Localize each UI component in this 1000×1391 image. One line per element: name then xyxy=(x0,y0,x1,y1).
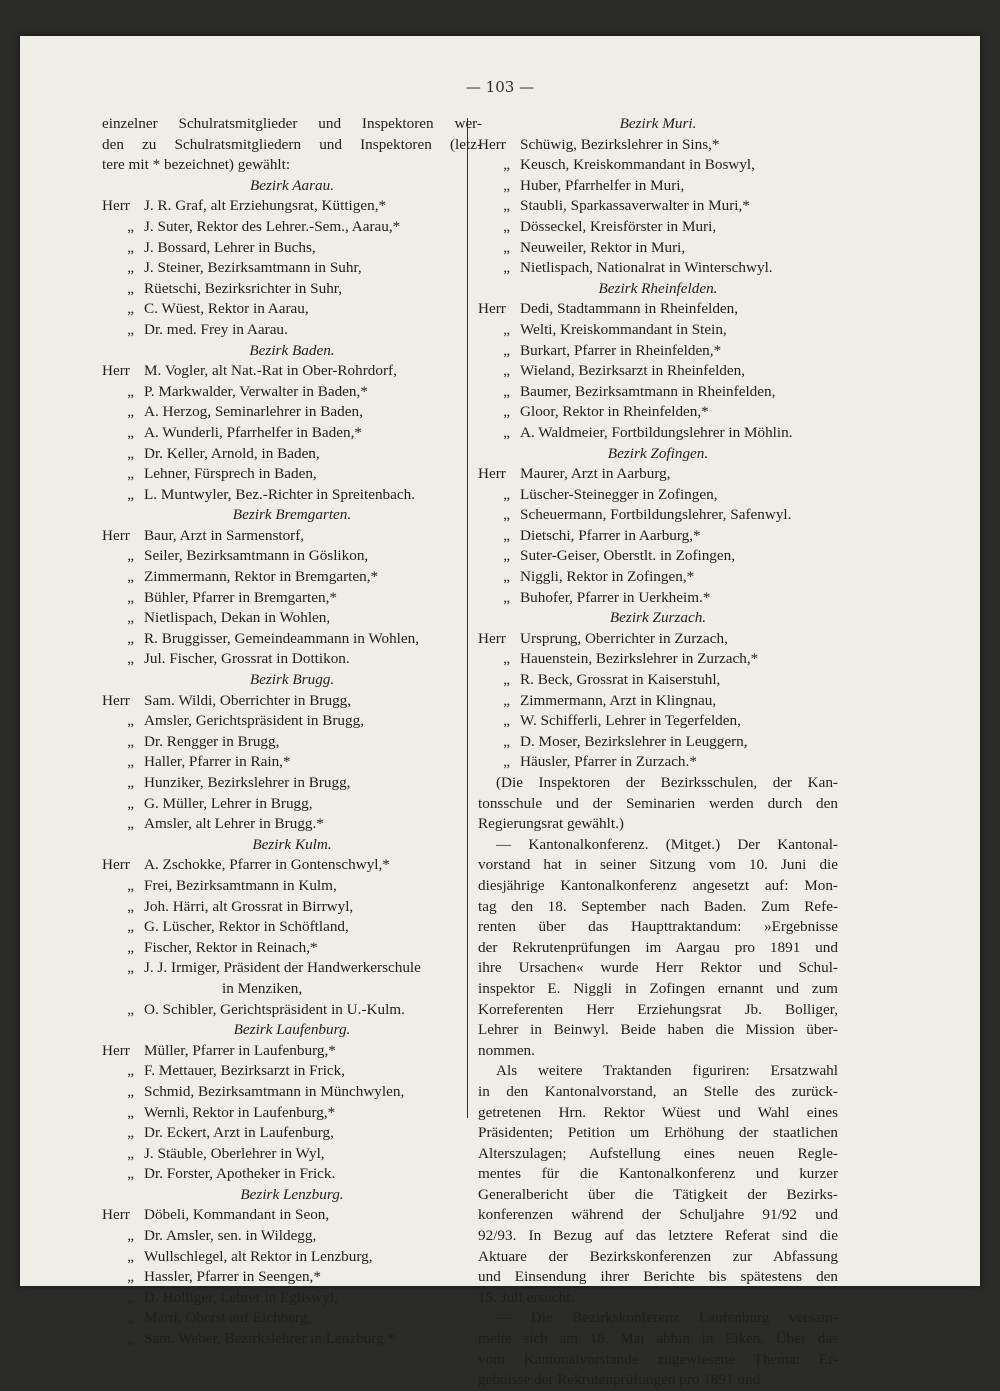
entry-prefix: „ xyxy=(127,1309,134,1327)
entry-prefix: „ xyxy=(127,588,134,606)
member-entry xyxy=(102,1267,482,1288)
entry-text: Nietlispach, Nationalrat in Winterschwyl. xyxy=(520,259,773,277)
entry-prefix: „ xyxy=(127,815,134,833)
member-entry xyxy=(102,1144,482,1165)
paragraph-line: getretenen Hrn. Rektor Wüest und Wahl eines xyxy=(478,1103,838,1121)
paragraph-line: — Kantonalkonferenz. (Mitget.) Der Kantonal- xyxy=(496,835,838,853)
member-entry xyxy=(102,958,482,979)
entry-text: A. Zschokke, Pfarrer in Gontenschwyl,* xyxy=(144,856,390,874)
paragraph-line: melte sich am 18. Mai abhin in Eiken. Über das xyxy=(478,1330,838,1348)
right-column xyxy=(478,114,838,1391)
entry-text: Müller, Pfarrer in Laufenburg,* xyxy=(144,1041,336,1059)
paragraph-line: Alterszulagen; Aufstellung eines neuen Regle- xyxy=(478,1144,838,1162)
page-number: — 103 — xyxy=(465,78,535,96)
member-entry xyxy=(102,814,482,835)
entry-text: L. Muntwyler, Bez.-Richter in Spreitenbach. xyxy=(144,485,416,503)
entry-prefix: „ xyxy=(503,588,510,606)
member-entry xyxy=(478,711,838,732)
entry-prefix: Herr xyxy=(478,135,506,153)
entry-text: Lüscher-Steinegger in Zofingen, xyxy=(520,485,718,503)
paragraph-line: Präsidenten; Petition um Erhöhung der staatlichen xyxy=(478,1124,838,1142)
member-entry xyxy=(102,1041,482,1062)
entry-prefix: „ xyxy=(503,753,510,771)
entry-prefix: „ xyxy=(127,320,134,338)
entry-text: Marti, Oberst auf Eichberg, xyxy=(144,1309,312,1327)
entry-text: Keusch, Kreiskommandant in Boswyl, xyxy=(520,156,755,174)
paragraph-line: den zu Schulratsmitgliedern und Inspektoren (letz- xyxy=(102,135,482,153)
paragraph-line: vom Kantonalvorstande zugewiesene Thema: Er- xyxy=(478,1350,838,1368)
entry-text: Hassler, Pfarrer in Seengen,* xyxy=(144,1268,321,1286)
member-entry xyxy=(102,464,482,485)
paragraph-line: (Die Inspektoren der Bezirksschulen, der Kan- xyxy=(496,774,838,791)
entry-text: Dösseckel, Kreisförster in Muri, xyxy=(520,217,717,235)
entry-prefix: „ xyxy=(503,506,510,524)
entry-text: Joh. Härri, alt Grossrat in Birrwyl, xyxy=(144,897,354,915)
member-entry xyxy=(102,876,482,897)
member-entry xyxy=(102,567,482,588)
member-entry xyxy=(102,1247,482,1268)
member-entry xyxy=(102,711,482,732)
entry-text: Schmid, Bezirksamtmann in Münchwylen, xyxy=(144,1082,405,1100)
member-entry xyxy=(102,526,482,547)
entry-text: Bühler, Pfarrer in Bremgarten,* xyxy=(144,588,337,606)
entry-prefix: „ xyxy=(127,1062,134,1080)
entry-prefix: „ xyxy=(127,547,134,565)
member-entry xyxy=(478,526,838,547)
member-entry xyxy=(102,1164,482,1185)
entry-prefix: „ xyxy=(503,650,510,668)
entry-text: A. Herzog, Seminarlehrer in Baden, xyxy=(144,403,363,421)
district-heading: Bezirk Laufenburg. xyxy=(233,1021,351,1039)
entry-text: D. Moser, Bezirkslehrer in Leuggern, xyxy=(520,732,748,750)
paragraph-line: Regierungsrat gewählt.) xyxy=(478,815,624,833)
member-entry xyxy=(102,897,482,918)
member-entry xyxy=(102,258,482,279)
member-entry xyxy=(102,1288,482,1309)
member-entry xyxy=(102,485,482,506)
member-entry xyxy=(102,588,482,609)
entry-text: Fischer, Rektor in Reinach,* xyxy=(144,938,318,956)
entry-prefix: „ xyxy=(127,794,134,812)
member-entry xyxy=(102,1103,482,1124)
entry-text: Staubli, Sparkassaverwalter in Muri,* xyxy=(520,197,750,215)
member-entry xyxy=(102,732,482,753)
entry-prefix: „ xyxy=(127,259,134,277)
paragraph-line: ihre Ursachen« wurde Herr Rektor und Schul- xyxy=(478,959,838,977)
district-heading: Bezirk Zofingen. xyxy=(607,444,709,462)
left-column xyxy=(102,114,482,1350)
member-entry xyxy=(478,176,838,197)
district-heading: Bezirk Rheinfelden. xyxy=(598,279,718,297)
entry-text: A. Wunderli, Pfarrhelfer in Baden,* xyxy=(144,423,362,441)
paragraph-line: nommen. xyxy=(478,1041,535,1059)
entry-prefix: „ xyxy=(127,465,134,483)
entry-prefix: „ xyxy=(127,1144,134,1162)
member-entry xyxy=(478,752,838,773)
entry-text: Sam. Wildi, Oberrichter in Brugg, xyxy=(144,691,352,709)
paragraph-line: Lehrer in Beinwyl. Beide haben die Mission über- xyxy=(478,1021,838,1039)
entry-text: F. Mettauer, Bezirksarzt in Frick, xyxy=(144,1062,346,1080)
member-entry xyxy=(102,546,482,567)
entry-text: Hauenstein, Bezirkslehrer in Zurzach,* xyxy=(520,650,759,668)
paragraph xyxy=(478,1061,838,1308)
member-entry xyxy=(478,649,838,670)
entry-text: Nietlispach, Dekan in Wohlen, xyxy=(144,609,331,627)
member-entry xyxy=(478,382,838,403)
paragraph-line: inspektor E. Niggli in Zofingen ernannt und zum xyxy=(478,979,838,997)
entry-text: Schüwig, Bezirkslehrer in Sins,* xyxy=(520,135,720,153)
entry-prefix: „ xyxy=(503,671,510,689)
entry-prefix: „ xyxy=(127,1082,134,1100)
member-entry xyxy=(102,855,482,876)
entry-prefix: „ xyxy=(127,444,134,462)
entry-text: J. Steiner, Bezirksamtmann in Suhr, xyxy=(144,259,362,277)
member-entry xyxy=(478,217,838,238)
member-entry xyxy=(102,629,482,650)
member-entry xyxy=(478,567,838,588)
member-entry xyxy=(478,732,838,753)
entry-prefix: Herr xyxy=(102,691,130,709)
entry-prefix: Herr xyxy=(478,629,506,647)
paragraph-line: — Die Bezirkskonferenz Laufenburg versam- xyxy=(496,1309,838,1327)
entry-text: Döbeli, Kommandant in Seon, xyxy=(144,1206,330,1224)
entry-text: Zimmermann, Rektor in Bremgarten,* xyxy=(144,568,379,586)
entry-prefix: „ xyxy=(503,320,510,338)
entry-text: J. J. Irmiger, Präsident der Handwerkerschule xyxy=(144,959,421,977)
entry-prefix: Herr xyxy=(102,362,130,380)
entry-text: Wernli, Rektor in Laufenburg,* xyxy=(144,1103,336,1121)
entry-text: Dr. Amsler, sen. in Wildegg, xyxy=(144,1227,317,1245)
entry-prefix: „ xyxy=(503,568,510,586)
entry-text: Wullschlegel, alt Rektor in Lenzburg, xyxy=(144,1247,373,1265)
member-entry xyxy=(478,670,838,691)
member-entry xyxy=(102,1123,482,1144)
entry-text: Welti, Kreiskommandant in Stein, xyxy=(520,320,727,338)
entry-prefix: „ xyxy=(127,1165,134,1183)
member-entry xyxy=(478,464,838,485)
entry-prefix: „ xyxy=(127,300,134,318)
entry-prefix: „ xyxy=(503,712,510,730)
member-entry xyxy=(478,155,838,176)
paragraph-line: einzelner Schulratsmitglieder und Inspektoren wer- xyxy=(102,115,482,132)
entry-prefix: „ xyxy=(127,1227,134,1245)
entry-prefix: „ xyxy=(127,485,134,503)
entry-prefix: „ xyxy=(127,1124,134,1142)
member-entry xyxy=(102,1205,482,1226)
member-entry xyxy=(102,361,482,382)
paragraph-line: konferenzen während der Schuljahre 91/92 und xyxy=(478,1206,838,1224)
district-heading: Bezirk Brugg. xyxy=(249,671,335,689)
member-entry xyxy=(478,423,838,444)
entry-prefix: Herr xyxy=(478,300,506,318)
member-entry xyxy=(102,917,482,938)
paragraph-line: 15. Juli ersucht. xyxy=(478,1288,575,1306)
member-entry xyxy=(478,341,838,362)
entry-text: Scheuermann, Fortbildungslehrer, Safenwyl. xyxy=(520,506,792,524)
entry-text: Dr. Forster, Apotheker in Frick. xyxy=(144,1165,336,1183)
district-heading: Bezirk Aarau. xyxy=(249,176,335,194)
entry-text: J. R. Graf, alt Erziehungsrat, Küttigen,* xyxy=(144,197,387,215)
member-entry xyxy=(478,629,838,650)
paragraph-line: in den Kantonalvorstand, an Stelle des zurück- xyxy=(478,1082,838,1100)
entry-prefix: „ xyxy=(503,485,510,503)
entry-text: Jul. Fischer, Grossrat in Dottikon. xyxy=(144,650,350,668)
member-entry xyxy=(102,444,482,465)
entry-prefix: „ xyxy=(127,1103,134,1121)
district-heading: Bezirk Muri. xyxy=(619,115,697,132)
member-entry xyxy=(478,320,838,341)
entry-prefix: „ xyxy=(503,259,510,277)
entry-text: Suter-Geiser, Oberstlt. in Zofingen, xyxy=(520,547,736,565)
entry-text: Baumer, Bezirksamtmann in Rheinfelden, xyxy=(520,382,776,400)
member-entry xyxy=(478,135,838,156)
paragraph-line: Korreferenten Herr Erziehungsrat Jb. Bolliger, xyxy=(478,1000,838,1018)
entry-prefix: „ xyxy=(127,918,134,936)
entry-prefix: „ xyxy=(127,897,134,915)
entry-prefix: Herr xyxy=(102,526,130,544)
paragraph xyxy=(478,835,838,1062)
district-heading: Bezirk Lenzburg. xyxy=(240,1185,344,1203)
paragraph xyxy=(478,1308,838,1390)
entry-prefix: „ xyxy=(503,176,510,194)
paragraph-line: 92/93. In Bezug auf das letztere Referat sind die xyxy=(478,1227,838,1245)
entry-prefix: „ xyxy=(503,732,510,750)
entry-text: M. Vogler, alt Nat.-Rat in Ober-Rohrdorf, xyxy=(144,362,397,380)
entry-text: J. Bossard, Lehrer in Buchs, xyxy=(144,238,316,256)
paragraph xyxy=(102,114,482,176)
entry-prefix: „ xyxy=(127,403,134,421)
entry-text: Sam. Weber, Bezirkslehrer in Lenzburg.* xyxy=(144,1330,396,1348)
entry-text: Niggli, Rektor in Zofingen,* xyxy=(520,568,695,586)
member-entry xyxy=(102,1329,482,1350)
entry-text: Maurer, Arzt in Aarburg, xyxy=(520,465,671,483)
entry-text: Dr. Eckert, Arzt in Laufenburg, xyxy=(144,1124,334,1142)
entry-text: P. Markwalder, Verwalter in Baden,* xyxy=(144,382,368,400)
entry-prefix: „ xyxy=(127,382,134,400)
member-entry xyxy=(478,258,838,279)
paragraph-line: und Einsendung ihrer Berichte bis spätestens den xyxy=(478,1268,838,1286)
member-entry xyxy=(478,588,838,609)
entry-prefix: „ xyxy=(503,238,510,256)
entry-prefix: „ xyxy=(127,217,134,235)
entry-text: C. Wüest, Rektor in Aarau, xyxy=(144,300,309,318)
paragraph-line: Generalbericht über die Tätigkeit der Bezirks- xyxy=(478,1185,838,1203)
member-entry xyxy=(478,546,838,567)
member-entry xyxy=(102,773,482,794)
member-entry xyxy=(102,1226,482,1247)
entry-prefix: „ xyxy=(127,423,134,441)
entry-prefix: „ xyxy=(127,1288,134,1306)
paragraph-line: tag den 18. September nach Baden. Zum Refe- xyxy=(478,897,838,915)
paragraph xyxy=(478,773,838,835)
entry-text: Rüetschi, Bezirksrichter in Suhr, xyxy=(144,279,343,297)
paragraph-line: diesjährige Kantonalkonferenz angesetzt auf: Mon- xyxy=(478,876,838,894)
entry-prefix: „ xyxy=(503,691,510,709)
entry-prefix: „ xyxy=(127,1000,134,1018)
entry-text: Amsler, alt Lehrer in Brugg.* xyxy=(144,815,324,833)
paragraph-line: vorstand hat in seiner Sitzung vom 10. Juni die xyxy=(478,856,838,874)
entry-prefix: „ xyxy=(127,938,134,956)
member-entry xyxy=(102,196,482,217)
entry-text: Baur, Arzt in Sarmenstorf, xyxy=(144,526,305,544)
entry-prefix: „ xyxy=(503,156,510,174)
entry-text: J. Suter, Rektor des Lehrer.-Sem., Aarau,* xyxy=(144,217,401,235)
member-entry xyxy=(478,505,838,526)
entry-prefix: Herr xyxy=(102,1206,130,1224)
entry-prefix: „ xyxy=(503,526,510,544)
member-entry xyxy=(102,402,482,423)
entry-text: Lehner, Fürsprech in Baden, xyxy=(144,465,317,483)
entry-prefix: „ xyxy=(127,753,134,771)
entry-prefix: „ xyxy=(127,732,134,750)
entry-text: Dr. Keller, Arnold, in Baden, xyxy=(144,444,320,462)
member-entry xyxy=(478,238,838,259)
paragraph-line: tere mit * bezeichnet) gewählt: xyxy=(102,156,291,174)
entry-prefix: „ xyxy=(503,362,510,380)
entry-prefix: „ xyxy=(127,629,134,647)
member-entry xyxy=(478,196,838,217)
entry-prefix: „ xyxy=(127,1268,134,1286)
entry-prefix: „ xyxy=(503,197,510,215)
entry-text: R. Beck, Grossrat in Kaiserstuhl, xyxy=(520,671,721,689)
member-entry xyxy=(102,299,482,320)
member-entry xyxy=(478,402,838,423)
entry-prefix: „ xyxy=(503,547,510,565)
member-entry xyxy=(102,320,482,341)
member-entry xyxy=(102,1000,482,1021)
member-entry xyxy=(102,382,482,403)
paragraph-line: der Rekrutenprüfungen im Aargau pro 1891 und xyxy=(478,938,838,956)
entry-continuation: in Menziken, xyxy=(222,979,303,997)
entry-prefix: „ xyxy=(127,568,134,586)
entry-prefix: „ xyxy=(127,1247,134,1265)
entry-text: Zimmermann, Arzt in Klingnau, xyxy=(520,691,717,709)
entry-text: O. Schibler, Gerichtspräsident in U.-Kulm. xyxy=(144,1000,405,1018)
paragraph-line: renten über das Haupttraktandum: »Ergebnisse xyxy=(478,918,838,936)
member-entry xyxy=(478,691,838,712)
entry-text: Burkart, Pfarrer in Rheinfelden,* xyxy=(520,341,722,359)
entry-text: Dietschi, Pfarrer in Aarburg,* xyxy=(520,526,701,544)
entry-prefix: „ xyxy=(127,650,134,668)
entry-prefix: „ xyxy=(127,959,134,977)
member-entry xyxy=(102,649,482,670)
paragraph-line: Als weitere Traktanden figuriren: Ersatzwahl xyxy=(496,1062,838,1080)
entry-text: W. Schifferli, Lehrer in Tegerfelden, xyxy=(520,712,741,730)
paragraph-line: gebnisse der Rekrutenprüfungen pro 1891 und xyxy=(478,1371,761,1389)
member-entry xyxy=(102,1308,482,1329)
entry-prefix: Herr xyxy=(478,465,506,483)
member-entry xyxy=(102,752,482,773)
entry-text: R. Bruggisser, Gemeindeammann in Wohlen, xyxy=(144,629,420,647)
entry-text: Ursprung, Oberrichter in Zurzach, xyxy=(520,629,728,647)
entry-prefix: „ xyxy=(503,341,510,359)
district-heading: Bezirk Zurzach. xyxy=(609,609,707,627)
entry-text: Huber, Pfarrhelfer in Muri, xyxy=(520,176,685,194)
entry-text: J. Stäuble, Oberlehrer in Wyl, xyxy=(144,1144,325,1162)
member-entry xyxy=(102,1082,482,1103)
entry-text: G. Lüscher, Rektor in Schöftland, xyxy=(144,918,349,936)
paragraph-line: mentes für die Kantonalkonferenz und kurzer xyxy=(478,1165,838,1183)
document-page xyxy=(20,36,980,1389)
paragraph-line: tonsschule und der Seminarien werden durch den xyxy=(478,794,838,812)
entry-text: Haller, Pfarrer in Rain,* xyxy=(144,753,291,771)
entry-prefix: „ xyxy=(127,238,134,256)
entry-text: G. Müller, Lehrer in Brugg, xyxy=(144,794,313,812)
district-heading: Bezirk Baden. xyxy=(249,341,335,359)
entry-text: Neuweiler, Rektor in Muri, xyxy=(520,238,686,256)
entry-prefix: Herr xyxy=(102,197,130,215)
member-entry xyxy=(102,794,482,815)
entry-prefix: „ xyxy=(127,774,134,791)
entry-prefix: „ xyxy=(503,403,510,421)
entry-text: Buhofer, Pfarrer in Uerkheim.* xyxy=(520,588,711,606)
entry-prefix: „ xyxy=(127,712,134,730)
entry-text: Dedi, Stadtammann in Rheinfelden, xyxy=(520,300,739,318)
district-heading: Bezirk Kulm. xyxy=(252,835,332,853)
entry-text: D. Holliger, Lehrer in Egliswyl, xyxy=(144,1288,338,1306)
entry-prefix: „ xyxy=(127,1330,134,1348)
entry-text: Gloor, Rektor in Rheinfelden,* xyxy=(520,403,709,421)
district-heading: Bezirk Bremgarten. xyxy=(232,506,352,524)
entry-text: Frei, Bezirksamtmann in Kulm, xyxy=(144,876,337,894)
entry-prefix: Herr xyxy=(102,1041,130,1059)
member-entry xyxy=(102,217,482,238)
entry-text: Häusler, Pfarrer in Zurzach.* xyxy=(520,753,697,771)
member-entry xyxy=(478,485,838,506)
entry-text: Dr. med. Frey in Aarau. xyxy=(144,320,288,338)
entry-prefix: Herr xyxy=(102,856,130,874)
entry-prefix: „ xyxy=(127,609,134,627)
member-entry xyxy=(102,938,482,959)
entry-prefix: „ xyxy=(503,423,510,441)
member-entry xyxy=(102,423,482,444)
member-entry xyxy=(478,361,838,382)
entry-prefix: „ xyxy=(127,279,134,297)
entry-text: A. Waldmeier, Fortbildungslehrer in Möhlin. xyxy=(520,423,793,441)
member-entry xyxy=(102,279,482,300)
paragraph-line: Aktuare der Bezirkskonferenzen zur Abfassung xyxy=(478,1247,838,1265)
entry-text: Hunziker, Bezirkslehrer in Brugg, xyxy=(144,774,351,791)
member-entry xyxy=(478,299,838,320)
entry-prefix: „ xyxy=(503,217,510,235)
entry-text: Dr. Rengger in Brugg, xyxy=(144,732,280,750)
member-entry xyxy=(102,1061,482,1082)
member-entry xyxy=(102,608,482,629)
member-entry xyxy=(102,238,482,259)
entry-text: Wieland, Bezirksarzt in Rheinfelden, xyxy=(520,362,746,380)
entry-text: Amsler, Gerichtspräsident in Brugg, xyxy=(144,712,364,730)
member-entry xyxy=(102,691,482,712)
entry-prefix: „ xyxy=(503,382,510,400)
entry-prefix: „ xyxy=(127,876,134,894)
entry-text: Seiler, Bezirksamtmann in Göslikon, xyxy=(144,547,369,565)
